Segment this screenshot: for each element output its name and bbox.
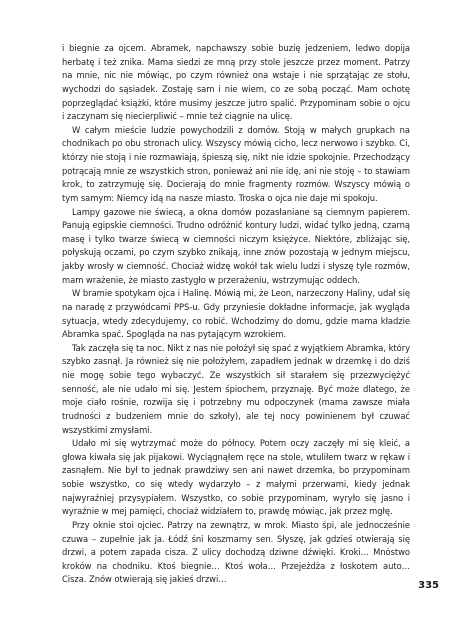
paragraph-1: i biegnie za ojcem. Abramek, napchawszy sobie buzię jedzeniem, ledwo dopija herbatę i też znika. Mama siedzi ze mną przy stole jeszcze przez moment. Patrzy na mnie, nic nie mówiąc, po czym również ona wstaje i nie sprzątając ze stołu, wychodzi do sąsiadek. Zostaję sam i nie wiem, co ze sobą począć. Mam ochotę poprzeglądać książki, które musimy jeszcze jutro spalić. Przypominam sobie o ojcu i zaczynam się niecierpliwić – mnie też ciągnie na ulicę. [62, 43, 410, 122]
paragraph-3: Lampy gazowe nie świecą, a okna domów pozasłaniane są ciemnym papierem. Panują egipskie ciemności. Trudno odróżnić kontury ludzi, widać tylko jedną, czarną masę i tylko twarze świecą w ciemności niczym księżyce. Niektóre, zbliżając się, połyskują oczami, po czym szybko znikają, inne znów pozostają w jednym miejscu, jakby wrosły w ciemność. Chociaż widzę wokół tak wielu ludzi i słyszę tyle rozmów, mam wrażenie, że miasto zastygło w przerażeniu, wstrzymując oddech. [62, 206, 410, 285]
paragraph-6: Udało mi się wytrzymać może do północy. Potem oczy zaczęły mi się kleić, a głowa kiwała się jak pijakowi. Wyciągnąłem ręce na stole, wtuliłem twarz w rękaw i zasnąłem. Nie był to jednak prawdziwy sen ani nawet drzemka, bo przypominam sobie wszystko, co się wtedy wydarzyło – z małymi przerwami, kiedy jednak najwyraźniej przysypiałem. Wszystko, co sobie przypominam, wyryło się jasno i wyraźnie w mej pamięci, chociaż widziałem to, prawdę mówiąc, jak przez mgłę. [62, 438, 410, 517]
paragraph-5: Tak zaczęła się ta noc. Nikt z nas nie położył się spać z wyjątkiem Abramka, który szybko zasnął. Ja również się nie położyłem, zapadłem jednak w drzemkę i do dziś nie mogę sobie tego wybaczyć. Ze wszystkich sił starałem się przezwyciężyć senność, ale nie udało mi się. Jestem śpiochem, przyznaję. Być może dlatego, że moje ciało rośnie, rozwija się i potrzebny mu odpoczynek (mama zawsze miała trudności z budzeniem mnie do szkoły), ale tej nocy powinienem był czuwać wszystkimi zmysłami. [62, 342, 410, 435]
paragraph-4: W bramie spotykam ojca i Halinę. Mówią mi, że Leon, narzeczony Haliny, udał się na naradę z przywódcami PPS-u. Gdy przyniesie dokładne informacje, jak wygląda sytuacja, wtedy zdecydujemy, co robić. Wchodzimy do domu, gdzie mama kładzie Abramka spać. Spogląda na nas pytającym wzrokiem. [62, 288, 410, 340]
paragraph-7: Przy oknie stoi ojciec. Patrzy na zewnątrz, w mrok. Miasto śpi, ale jednocześnie czuwa – zupełnie jak ja. Łódź śni koszmarny sen. Słyszę, jak gdzieś otwierają się drzwi, a potem zapada cisza. Z ulicy dochodzą dziwne dźwięki. Kroki… Mnóstwo kroków na chodniku. Ktoś biegnie… Ktoś woła… Przejeżdża z łoskotem auto… Cisza. Znów otwierają się jakieś drzwi… [62, 519, 410, 585]
paragraph-2: W całym mieście ludzie powychodzili z domów. Stoją w małych grupkach na chodnikach po obu stronach ulicy. Wszyscy mówią cicho, lecz nerwowo i szybko. Ci, którzy nie stoją i nie rozmawiają, śpieszą się, nikt nie idzie spokojnie. Przechodzący potrącają mnie ze wszystkich stron, ponieważ ani nie idę, ani nie stoję – to stawiam krok, to zatrzymuję się. Docierają do mnie fragmenty rozmów. Wszyscy mówią o tym samym: Niemcy idą na nasze miasto. Troska o ojca nie daje mi spokoju. [62, 124, 410, 203]
page-number: 335 [418, 580, 439, 591]
body-text [62, 42, 410, 587]
